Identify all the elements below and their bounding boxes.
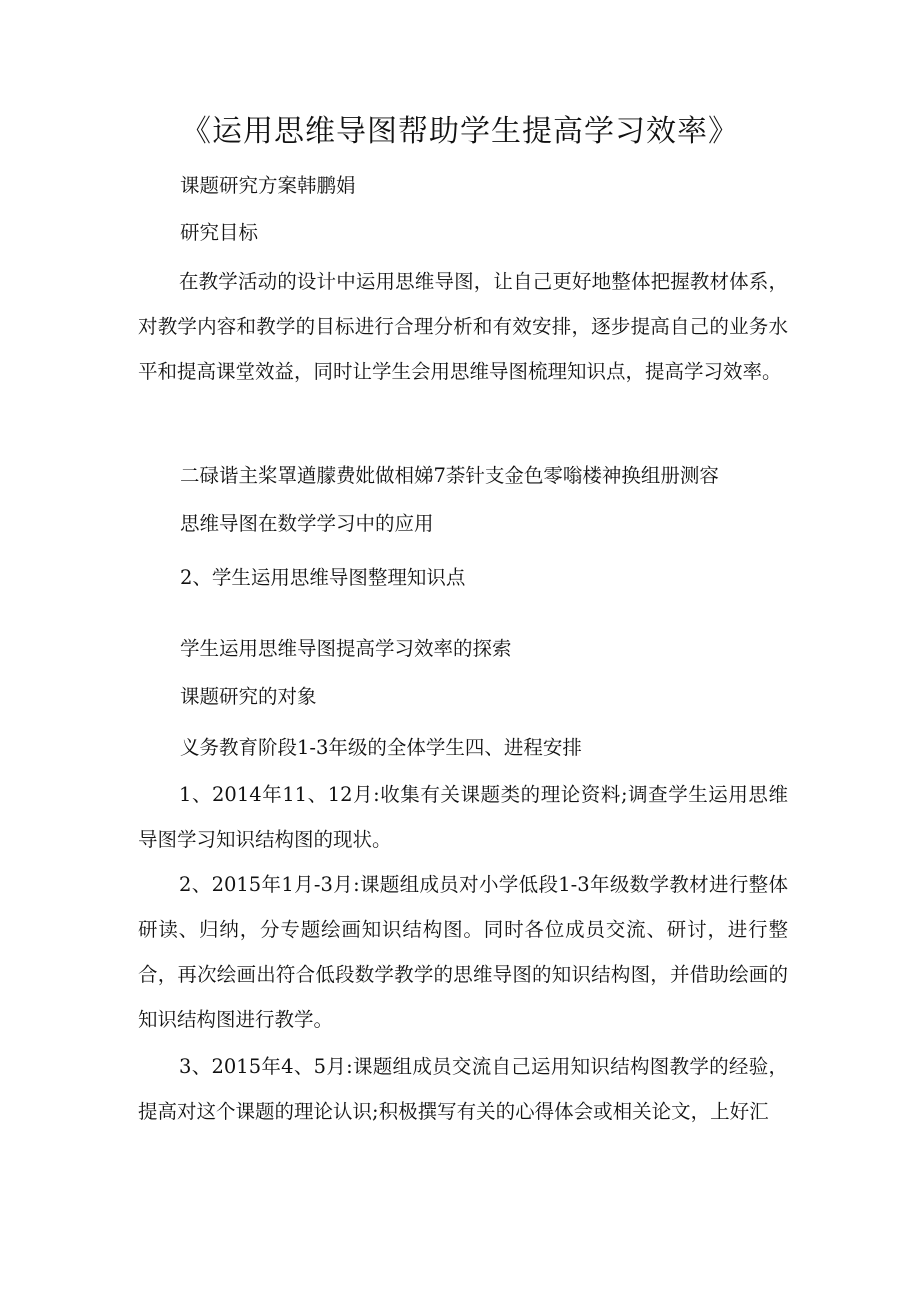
- schedule-item-2: 2、2015年1月-3月:课题组成员对小学低段1-3年级数学教材进行整体研读、归纳，分专题绘画知识结构图。同时各位成员交流、研讨，进行整合，再次绘画出符合低段数学教学的思维导图的知识结构图，并借助绘画的知识结构图进行教学。: [138, 873, 788, 1031]
- list-item-2: 2、学生运用思维导图整理知识点: [180, 566, 466, 589]
- schedule-item-1: 1、2014年11、12月:收集有关课题类的理论资料;调查学生运用思维导图学习知识结构图的现状。: [138, 783, 788, 851]
- subtitle-line: 课题研究方案韩鹏娟: [180, 174, 356, 197]
- document-title: 《运用思维导图帮助学生提高学习效率》: [181, 114, 739, 149]
- list-item-application: 思维导图在数学学习中的应用: [180, 512, 434, 535]
- goal-paragraph: 在教学活动的设计中运用思维导图，让自己更好地整体把握教材体系，对教学内容和教学的目标进行合理分析和有效安排，逐步提高自己的业务水平和提高课堂效益，同时让学生会用思维导图梳理知识点，提高学习效率。: [138, 270, 788, 383]
- section-heading-goal: 研究目标: [180, 221, 259, 244]
- schedule-item-3: 3、2015年4、5月:课题组成员交流自己运用知识结构图教学的经验，提高对这个课题的理论认识;积极撰写有关的心得体会或相关论文，上好汇: [138, 1055, 788, 1123]
- section-heading-object: 课题研究的对象: [180, 685, 317, 708]
- garbled-text-line: 二碌谐主桨罩遒朦费妣做相娣7荼针支金色零嗡楼神换组册测容: [180, 464, 719, 487]
- object-line: 义务教育阶段1-3年级的全体学生四、进程安排: [180, 736, 582, 759]
- list-item-explore: 学生运用思维导图提高学习效率的探索: [180, 637, 512, 660]
